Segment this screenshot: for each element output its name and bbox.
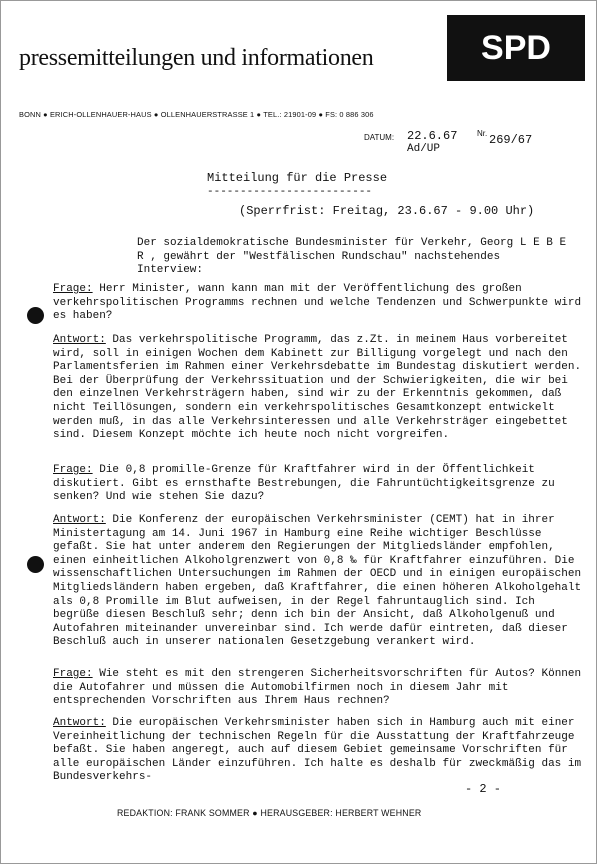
- footer-credits: REDAKTION: FRANK SOMMER ● HERAUSGEBER: HERBERT WEHNER: [117, 808, 422, 818]
- question-label: Frage:: [53, 283, 93, 295]
- datum-label: DATUM:: [364, 133, 395, 142]
- title-underline: -------------------------: [207, 186, 373, 198]
- qa-block: [53, 283, 583, 324]
- question-label: Frage:: [53, 464, 93, 476]
- qa-block: [53, 514, 583, 650]
- punch-hole: [27, 556, 44, 573]
- answer-label: Antwort:: [53, 717, 106, 729]
- answer-text: Das verkehrspolitische Programm, das z.Zt. in meinem Haus vorbereitet wird, soll in einigen Wochen dem Kabinett zur Billigung vorgelegt und nach den Parlamentsferien im Rahmen einer Verkehrsdebatte im Bundestag diskutiert werden. Bei der Überprüfung der Verkehrssituation und der Schwierigkeiten, die wir bei den einzelnen Verkehrsträgern haben, sind wir zu der Erkenntnis gekommen, daß nicht Teillösungen, sondern ein verkehrspolitisches Gesamtkonzept entwickelt werden muß, in das alle Verkehrsinteressen und alle Verkehrsträger eingebettet sind. Diesem Konzept möchte ich heute noch nicht vorgreifen.: [53, 334, 582, 442]
- question-text: Herr Minister, wann kann man mit der Veröffentlichung des großen verkehrspolitischen Programms rechnen und welche Tendenzen und Schwerpunkte wird es haben?: [53, 283, 582, 323]
- question-label: Frage:: [53, 668, 93, 680]
- qa-block: [53, 334, 583, 443]
- address-line: BONN ● ERICH-OLLENHAUER-HAUS ● OLLENHAUERSTRASSE 1 ● TEL.: 21901-09 ● FS: 0 886 306: [19, 110, 374, 119]
- qa-block: [53, 717, 583, 785]
- release-title: Mitteilung für die Presse: [207, 171, 388, 185]
- intro-paragraph: Der sozialdemokratische Bundesminister für Verkehr, Georg L E B E R , gewährt der "Westfälischen Rundschau" nachstehendes Interview:: [137, 237, 567, 276]
- page-number: - 2 -: [465, 782, 502, 796]
- answer-text: Die Konferenz der europäischen Verkehrsminister (CEMT) hat in ihrer Ministertagung am 14. Juni 1967 in Hamburg eine Reihe wichtiger Beschlüsse gefaßt. Sie hat unter anderem den Regierungen der Mitgliedsländer empfohlen, einen einheitlichen Alkoholgrenzwert von 0,8 ‰ für Kraftfahrer einzuführen. Die wissenschaftlichen Untersuchungen im Rahmen der OECD und in einigen europäischen Mitgliedsländern haben ergeben, daß Kraftfahrer, die einen höheren Alkoholgehalt als 0,8 Promille im Blut aufweisen, in der Regel fahruntauglich sind. Ich begrüße diesen Beschluß sehr; denn ich bin der Ansicht, daß Alkoholgenuß und Autofahren miteinander unvereinbar sind. Ich werde dafür eintreten, daß dieser Beschluß auch in unserer nationalen Gesetzgebung verankert wird.: [53, 514, 582, 649]
- release-date: 22.6.67: [407, 129, 458, 143]
- answer-label: Antwort:: [53, 334, 106, 346]
- masthead: pressemitteilungen und informationen: [19, 45, 374, 71]
- qa-block: [53, 464, 583, 505]
- qa-block: [53, 668, 583, 709]
- question-text: Die 0,8 promille-Grenze für Kraftfahrer wird in der Öffentlichkeit diskutiert. Gibt es ernsthafte Bestrebungen, die Fahruntüchtigkeitsgrenze zu senken? Und wie stehen Sie dazu?: [53, 464, 555, 504]
- punch-hole: [27, 307, 44, 324]
- answer-label: Antwort:: [53, 514, 106, 526]
- release-number: 269/67: [489, 133, 533, 147]
- embargo-notice: (Sperrfrist: Freitag, 23.6.67 - 9.00 Uhr): [239, 204, 535, 218]
- spd-logo: SPD: [447, 15, 585, 81]
- reference-code: Ad/UP: [407, 143, 441, 155]
- question-text: Wie steht es mit den strengeren Sicherheitsvorschriften für Autos? Können die Autofahrer und müssen die Automobilfirmen noch in diesem Jahr mit entsprechenden Vorschriften aus Ihrem Haus rechnen?: [53, 668, 582, 708]
- answer-text: Die europäischen Verkehrsminister haben sich in Hamburg auch mit einer Vereinheitlichung der technischen Regeln für die Ausstattung der Kraftfahrzeuge befaßt. Sie haben angeregt, auch auf diesem Gebiet gemeinsame Vorschriften für alle europäischen Länder einzuführen. Ich halte es deshalb für zweckmäßig das im Bundesverkehrs-: [53, 717, 582, 784]
- number-label: Nr.: [477, 129, 488, 138]
